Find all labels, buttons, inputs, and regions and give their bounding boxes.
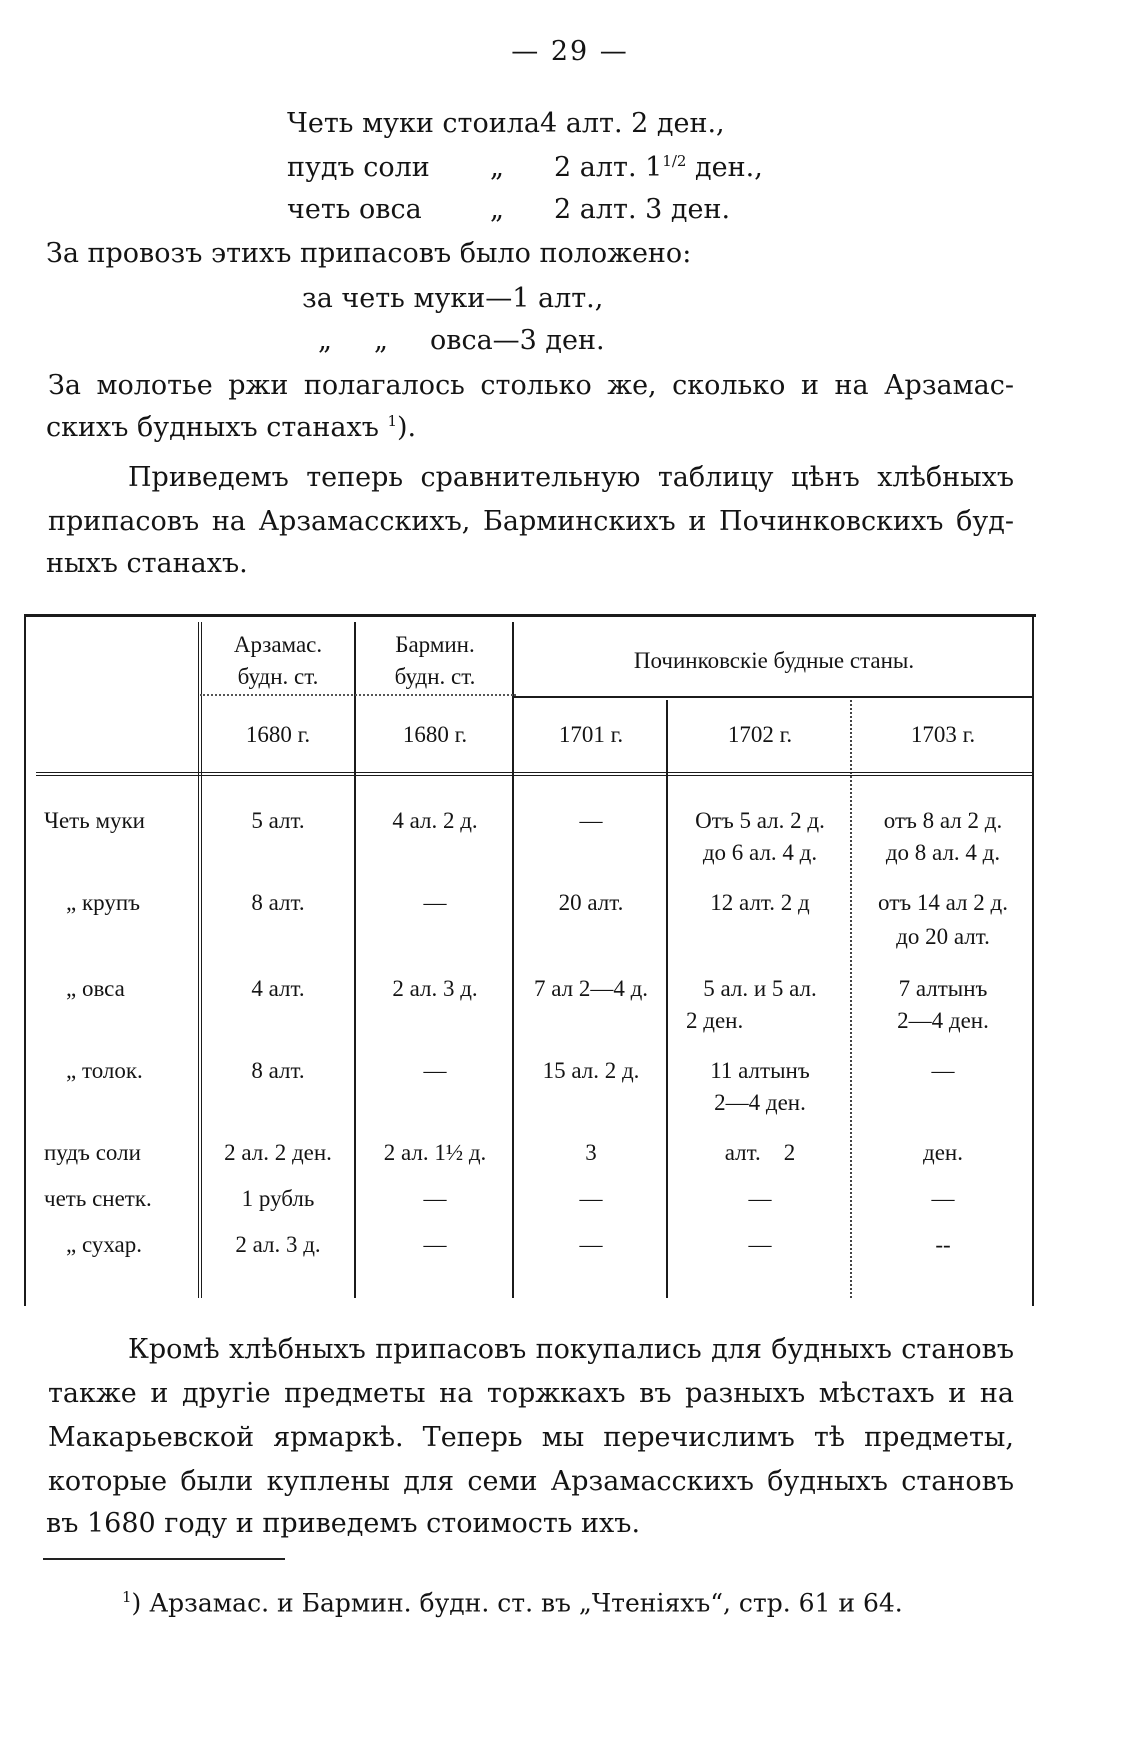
row-label: четь снетк. <box>44 1186 152 1211</box>
header-barmin-1: Бармин. <box>395 632 475 657</box>
cell-1703: 2—4 ден. <box>897 1008 989 1033</box>
row-label: пудъ соли <box>44 1140 141 1165</box>
price-comparison-table <box>24 608 1036 1296</box>
header-pochinki: Починковскіе будные станы. <box>633 648 915 673</box>
cell-barmin: — <box>423 1186 447 1211</box>
cell-1702: 2 ден. <box>686 1008 744 1033</box>
after-line-4: которые были куплены для семи Арзамасскихъ будныхъ становъ <box>48 1466 1014 1497</box>
intro-line-2: припасовъ на Арзамасскихъ, Барминскихъ и Починковскихъ буд- <box>48 506 1014 537</box>
cell-1701: 20 алт. <box>558 890 624 915</box>
row-label: „ толок. <box>66 1058 143 1083</box>
cell-1703: ден. <box>923 1140 963 1165</box>
after-line-3: Макарьевской ярмаркѣ. Теперь мы перечислимъ тѣ предметы, <box>48 1422 1014 1453</box>
year-header: 1680 г. <box>402 722 468 747</box>
cell-1702: 2—4 ден. <box>714 1090 806 1115</box>
ditto-mark: „ <box>490 194 504 225</box>
cell-1703: отъ 8 ал 2 д. <box>883 808 1003 833</box>
transport-line-flour: за четь муки—1 алт., <box>302 283 604 314</box>
footnote-mark: 1 <box>122 1588 132 1606</box>
footnote-ref[interactable]: 1 <box>387 412 398 430</box>
cell-arzamas: 8 алт. <box>251 1058 305 1083</box>
row-label: „ овса <box>66 976 125 1001</box>
cell-1703: отъ 14 ал 2 д. <box>878 890 1008 915</box>
page-number: — 29 — <box>511 36 629 67</box>
footnote <box>122 1588 903 1617</box>
cell-arzamas: 2 ал. 3 д. <box>235 1232 321 1257</box>
footnote-rule <box>43 1558 285 1560</box>
cell-1703: — <box>931 1186 955 1211</box>
cell-1701: 15 ал. 2 д. <box>542 1058 640 1083</box>
after-line-2: также и другіе предметы на торжкахъ въ разныхъ мѣстахъ и на <box>48 1378 1014 1409</box>
year-header: 1702 г. <box>727 722 793 747</box>
cell-1702: 12 алт. 2 д <box>710 890 810 915</box>
price-amount: 4 алт. 2 ден., <box>540 108 725 139</box>
cell-1702: — <box>748 1232 772 1257</box>
cell-arzamas: 8 алт. <box>251 890 305 915</box>
cell-1701: 7 ал 2—4 д. <box>533 976 649 1001</box>
row-label: „ крупъ <box>66 890 141 915</box>
intro-line-1: Приведемъ теперь сравнительную таблицу цѣнъ хлѣбныхъ <box>128 462 1014 493</box>
price-amount: 2 алт. $1^{1/2}$ ден., <box>554 152 763 183</box>
transport-intro: За провозъ этихъ припасовъ было положено: <box>46 238 692 269</box>
price-line-flour <box>287 108 725 139</box>
year-header: 1680 г. <box>245 722 311 747</box>
header-bottom-rule <box>36 772 1034 776</box>
cell-barmin: — <box>423 1058 447 1083</box>
cell-1702: до 6 ал. 4 д. <box>702 840 818 865</box>
header-rule <box>200 694 516 696</box>
row-label: Четь муки <box>44 808 145 833</box>
row-label: „ сухар. <box>66 1232 143 1257</box>
cell-arzamas: 4 алт. <box>251 976 305 1001</box>
price-line-salt <box>287 152 763 183</box>
footnote-text: ) Арзамас. и Бармин. будн. ст. въ „Чтеніяхъ“, стр. 61 и 64. <box>131 1588 903 1618</box>
header-rule <box>514 696 1034 698</box>
cell-barmin: 2 ал. 1½ д. <box>383 1140 487 1165</box>
intro-line-3: ныхъ станахъ. <box>46 548 248 579</box>
price-amount: 2 алт. 3 ден. <box>554 194 731 225</box>
cell-barmin: — <box>423 1232 447 1257</box>
transport-line-oats: „ „ овса—3 ден. <box>318 325 605 356</box>
cell-1702: алт. 2 <box>724 1140 796 1165</box>
cell-1703: -- <box>935 1232 951 1257</box>
cell-1701: — <box>579 808 603 833</box>
year-header: 1701 г. <box>558 722 624 747</box>
header-arzamas-2: будн. ст. <box>237 664 319 689</box>
cell-1701: — <box>579 1232 603 1257</box>
cell-1702: Отъ 5 ал. 2 д. <box>695 808 825 833</box>
after-line-5: въ 1680 году и приведемъ стоимость ихъ. <box>46 1508 641 1539</box>
price-item: пудъ соли <box>287 152 430 183</box>
cell-arzamas: 2 ал. 2 ден. <box>224 1140 332 1165</box>
cell-barmin: — <box>423 890 447 915</box>
price-item: четь овса <box>287 194 422 225</box>
price-item: Четь муки стоила <box>287 108 540 139</box>
price-line-oats <box>287 194 731 225</box>
cell-arzamas: 1 рубль <box>241 1186 315 1211</box>
ditto-mark: „ <box>490 152 504 183</box>
after-line-1: Кромѣ хлѣбныхъ припасовъ покупались для будныхъ становъ <box>128 1334 1014 1365</box>
cell-1702: 11 алтынъ <box>710 1058 810 1083</box>
cell-arzamas: 5 алт. <box>251 808 305 833</box>
cell-barmin: 4 ал. 2 д. <box>392 808 478 833</box>
cell-1701: 3 <box>585 1140 597 1165</box>
cell-1702: — <box>748 1186 772 1211</box>
cell-1702: 5 ал. и 5 ал. <box>703 976 817 1001</box>
threshing-line-1: За молотье ржи полагалось столько же, сколько и на Арзамас- <box>48 370 1014 401</box>
cell-1703: 7 алтынъ <box>898 976 988 1001</box>
table-top-rule <box>24 614 1036 617</box>
cell-1703: до 20 алт. <box>896 924 990 949</box>
header-barmin-2: будн. ст. <box>394 664 476 689</box>
threshing-line-2: скихъ будныхъ станахъ $^1$). <box>46 412 417 443</box>
table-left-rule <box>24 616 26 1306</box>
header-arzamas-1: Арзамас. <box>233 632 323 657</box>
cell-barmin: 2 ал. 3 д. <box>392 976 478 1001</box>
cell-1703: — <box>931 1058 955 1083</box>
cell-1701: — <box>579 1186 603 1211</box>
cell-1703: до 8 ал. 4 д. <box>885 840 1001 865</box>
year-header: 1703 г. <box>910 722 976 747</box>
